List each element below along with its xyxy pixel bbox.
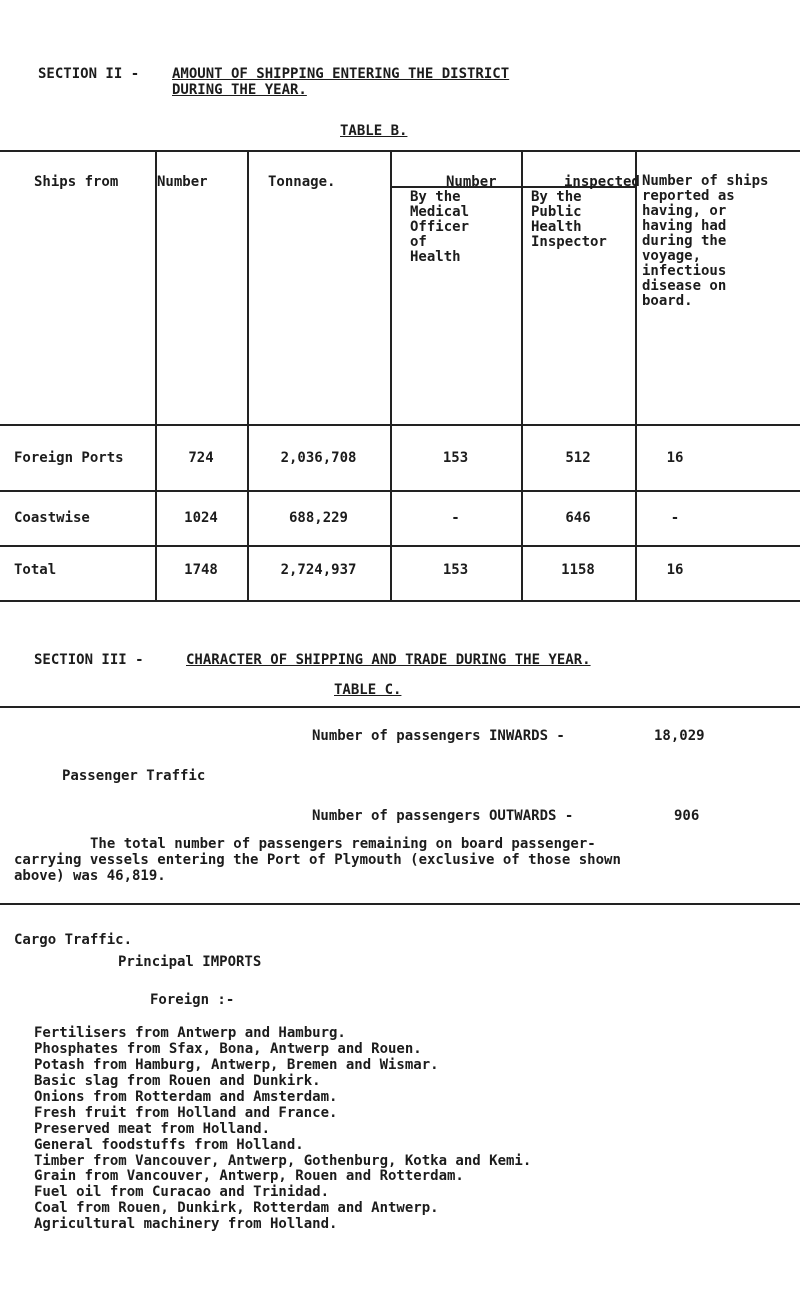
passengers-outwards-label: Number of passengers OUTWARDS - — [312, 808, 574, 824]
col-by-mo-line: By the — [410, 189, 461, 205]
import-item: Coal from Rouen, Dunkirk, Rotterdam and Antwerp. — [34, 1200, 439, 1216]
cell-ships-from: Coastwise — [14, 510, 90, 526]
import-item: Fertilisers from Antwerp and Hamburg. — [34, 1025, 346, 1041]
import-item: Agricultural machinery from Holland. — [34, 1216, 338, 1232]
col-reported-line: reported as — [642, 188, 735, 204]
import-item: Fresh fruit from Holland and France. — [34, 1105, 338, 1121]
cell-by-phi: 646 — [565, 510, 591, 526]
import-item: Basic slag from Rouen and Dunkirk. — [34, 1073, 321, 1089]
passengers-inwards-label: Number of passengers INWARDS - — [312, 728, 565, 744]
col-reported-line: Number of ships — [642, 173, 769, 189]
table-b-header-rule — [0, 424, 800, 426]
table-b-col-rule-2 — [247, 150, 249, 600]
col-by-mo-line: Health — [410, 249, 461, 265]
col-by-phi-line: Inspector — [531, 234, 607, 250]
table-c-top-rule — [0, 706, 800, 708]
col-ships-from: Ships from — [34, 174, 119, 190]
passenger-note-line: above) was 46,819. — [14, 868, 166, 884]
foreign-label: Foreign :- — [150, 992, 235, 1008]
import-item: Potash from Hamburg, Antwerp, Bremen and Wismar. — [34, 1057, 439, 1073]
table-b-top-rule — [0, 150, 800, 152]
table-b-row-rule-1 — [0, 490, 800, 492]
cell-reported: - — [670, 510, 680, 526]
import-item: Grain from Vancouver, Antwerp, Rouen and Rotterdam. — [34, 1168, 464, 1184]
table-b-row-rule-2 — [0, 545, 800, 547]
table-c-title: TABLE C. — [334, 682, 402, 698]
principal-imports-label: Principal IMPORTS — [118, 954, 262, 970]
table-c-mid-rule — [0, 903, 800, 905]
col-number-inspected: Number inspected — [446, 174, 640, 190]
passenger-note-line: carrying vessels entering the Port of Plymouth (exclusive of those shown — [14, 852, 621, 868]
passengers-outwards-value: 906 — [674, 808, 700, 824]
section-2-heading-line1: AMOUNT OF SHIPPING ENTERING THE DISTRICT — [172, 66, 510, 82]
col-reported-line: board. — [642, 293, 693, 309]
col-by-phi — [531, 190, 607, 250]
passenger-traffic-label: Passenger Traffic — [62, 768, 206, 784]
col-reported-line: disease on — [642, 278, 727, 294]
table-b-col-rule-1 — [155, 150, 157, 600]
table-b-title: TABLE B. — [340, 123, 408, 139]
cell-by-mo: 153 — [442, 450, 469, 466]
cell-reported: 16 — [666, 450, 684, 466]
import-item: Fuel oil from Curacao and Trinidad. — [34, 1184, 330, 1200]
import-item: Phosphates from Sfax, Bona, Antwerp and Rouen. — [34, 1041, 422, 1057]
col-reported — [642, 174, 768, 309]
col-by-mo — [410, 190, 469, 265]
import-item: Onions from Rotterdam and Amsterdam. — [34, 1089, 338, 1105]
section-2-prefix: SECTION II - — [38, 66, 140, 82]
cargo-traffic-label: Cargo Traffic. — [14, 932, 133, 948]
cell-ships-from: Foreign Ports — [14, 450, 124, 466]
col-by-mo-line: of — [410, 234, 427, 250]
table-b-col-rule-5 — [635, 150, 637, 600]
col-tonnage: Tonnage. — [268, 174, 336, 190]
cell-number: 1748 — [184, 562, 218, 578]
col-number: Number — [157, 174, 208, 190]
cell-by-phi: 1158 — [561, 562, 595, 578]
cell-tonnage: 2,724,937 — [280, 562, 357, 578]
cell-reported: 16 — [666, 562, 684, 578]
cell-by-phi: 512 — [565, 450, 591, 466]
cell-tonnage: 688,229 — [288, 510, 348, 526]
import-item: Timber from Vancouver, Antwerp, Gothenburg, Kotka and Kemi. — [34, 1153, 532, 1169]
cell-number: 1024 — [184, 510, 218, 526]
import-item: Preserved meat from Holland. — [34, 1121, 271, 1137]
cell-number: 724 — [188, 450, 214, 466]
col-reported-line: during the — [642, 233, 727, 249]
col-reported-line: infectious — [642, 263, 727, 279]
col-by-phi-line: Public — [531, 204, 582, 220]
cell-ships-from: Total — [14, 562, 57, 578]
cell-tonnage: 2,036,708 — [280, 450, 357, 466]
passengers-inwards-value: 18,029 — [654, 728, 705, 744]
col-by-mo-line: Medical — [410, 204, 470, 220]
col-by-phi-line: By the — [531, 189, 582, 205]
section-2-heading-line2: DURING THE YEAR. — [172, 82, 307, 98]
import-item: General foodstuffs from Holland. — [34, 1137, 304, 1153]
col-by-mo-line: Officer — [410, 219, 470, 235]
col-by-phi-line: Health — [531, 219, 582, 235]
section-3-prefix: SECTION III - — [34, 652, 144, 668]
table-b-col-rule-4 — [521, 150, 523, 600]
cell-by-mo: 153 — [442, 562, 469, 578]
col-reported-line: voyage, — [642, 248, 702, 264]
cell-by-mo: - — [451, 510, 460, 526]
col-reported-line: having, or — [642, 203, 727, 219]
passenger-note-line: The total number of passengers remaining on board passenger- — [90, 836, 596, 852]
section-3-heading: CHARACTER OF SHIPPING AND TRADE DURING THE YEAR. — [186, 652, 591, 668]
col-reported-line: having had — [642, 218, 727, 234]
table-b-bottom-rule — [0, 600, 800, 602]
table-b-col-rule-3 — [390, 150, 392, 600]
